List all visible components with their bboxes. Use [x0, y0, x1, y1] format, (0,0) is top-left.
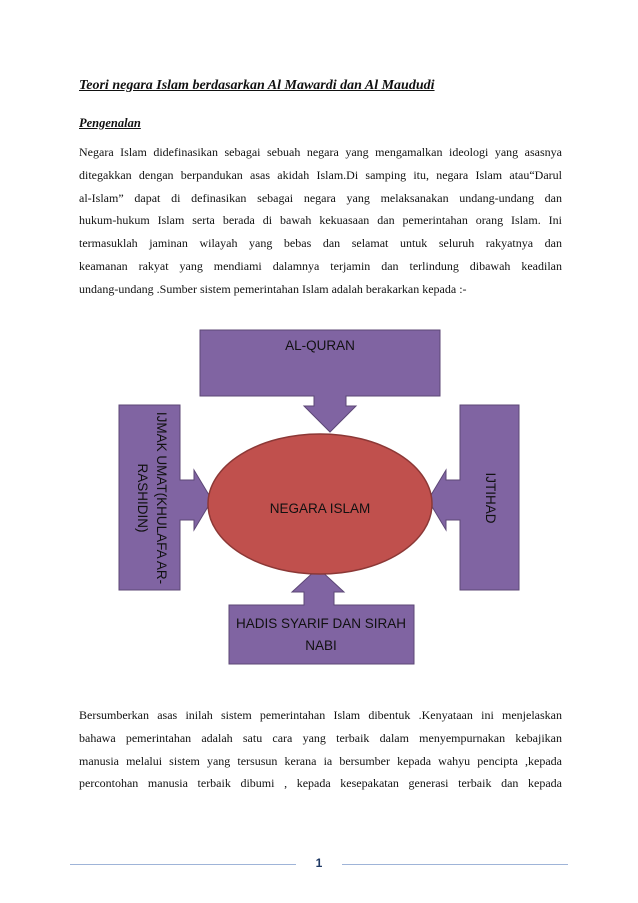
body-paragraph: [79, 704, 562, 795]
paragraph-line: percontohan manusia terbaik dibumi , kepada kesepakatan generasi terbaik dan kepada: [79, 776, 562, 791]
document-title: Teori negara Islam berdasarkan Al Mawardi dan Al Maududi: [79, 78, 435, 93]
paragraph-line: keamanan rakyat yang mendiami dalamnya terjamin dan terlindung dibawah keadilan: [79, 258, 562, 273]
paragraph-line: manusia melalui sistem yang tersusun kerana ia bersumber kepada wahyu pencipta ,kepada: [79, 753, 562, 768]
paragraph-line: Negara Islam didefinasikan sebagai sebuah negara yang mengamalkan ideologi yang asasnya: [79, 145, 562, 159]
paragraph-line: termasuklah jaminan wilayah yang bebas dan selamat untuk seluruh rakyatnya dan: [79, 236, 562, 251]
left-source-label-line1: IJMAK UMAT(KHULAFA AR-: [154, 411, 169, 585]
bottom-source-label-line2: NABI: [305, 638, 337, 653]
right-source-callout: [428, 405, 519, 590]
center-label: NEGARA ISLAM: [269, 501, 371, 516]
footer-rule-left: [70, 864, 296, 865]
section-heading: Pengenalan: [79, 116, 141, 130]
paragraph-line: Bersumberkan asas inilah sistem pemerintahan Islam dibentuk .Kenyataan ini menjelaskan: [79, 708, 562, 722]
paragraph-line: undang-undang .Sumber sistem pemerintahan Islam adalah berakarkan kepada :-: [79, 281, 467, 296]
islamic-state-sources-diagram: [0, 320, 638, 700]
paragraph-line: ditegakkan dengan berpandukan asas akidah Islam.Di samping itu, negara Islam atau“Darul: [79, 167, 562, 182]
bottom-source-label-line1: HADIS SYARIF DAN SIRAH: [235, 616, 407, 631]
page-number: 1: [315, 856, 323, 870]
paragraph-line: hukum-hukum Islam serta berada di bawah kekuasaan dan pemerintahan orang Islam. Ini: [79, 213, 562, 228]
left-source-label-line2: RASHIDIN): [135, 463, 150, 533]
intro-paragraph: [79, 141, 562, 301]
paragraph-line: bahawa pemerintahan adalah satu cara yang terbaik dalam menyempurnakan kebajikan: [79, 730, 562, 745]
paragraph-line: al-Islam” dapat di definasikan sebagai negara yang melaksanakan undang-undang dan: [79, 190, 562, 205]
footer-rule-right: [342, 864, 568, 865]
top-source-label: AL-QURAN: [285, 338, 355, 353]
right-source-label: IJTIHAD: [483, 472, 498, 524]
